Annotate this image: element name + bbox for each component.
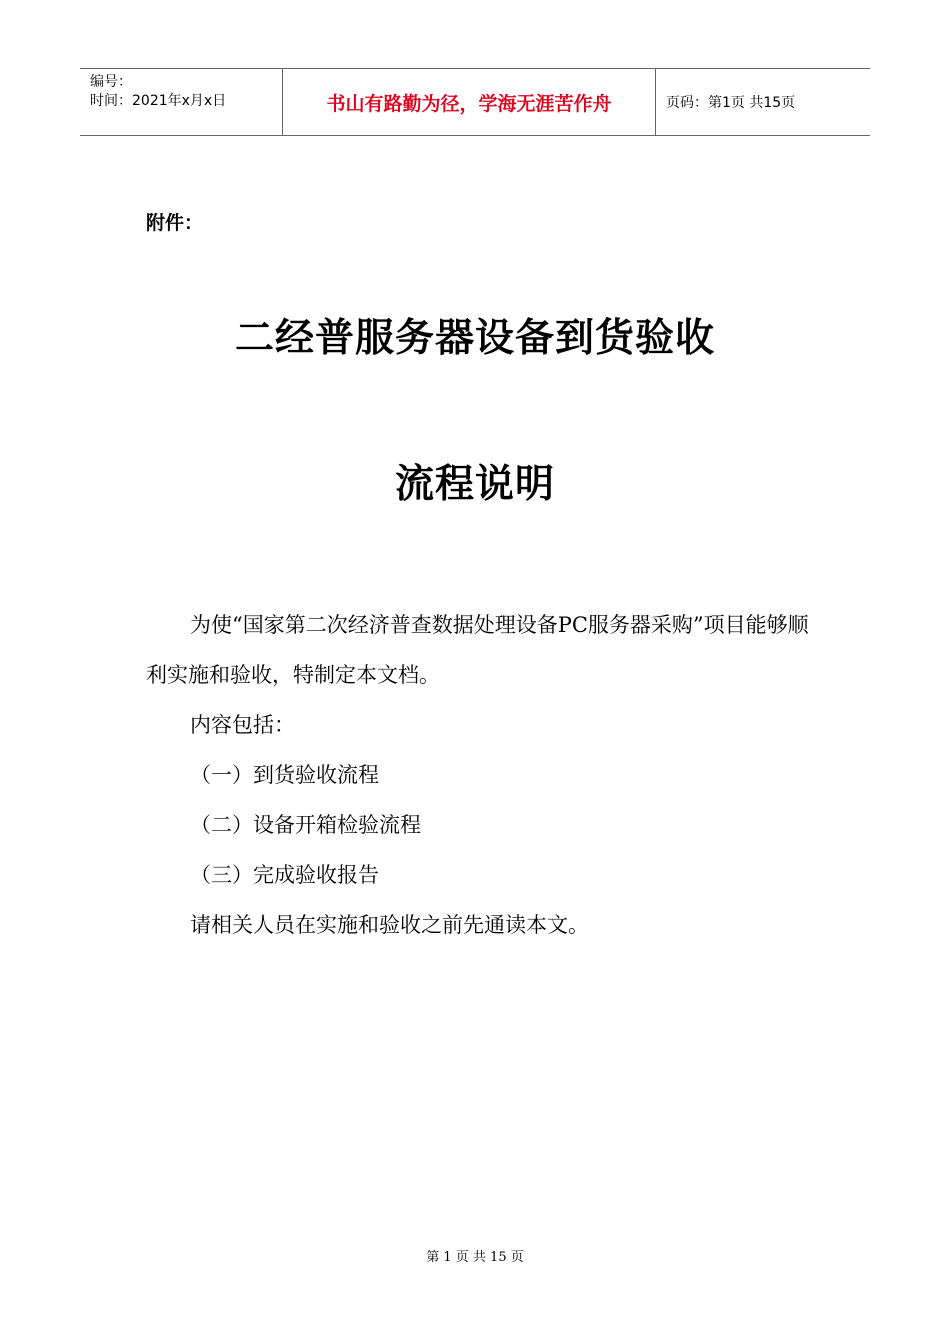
document-body — [146, 600, 816, 950]
contents-item: （三）完成验收报告 — [190, 863, 379, 887]
document-title-line2: 流程说明 — [394, 461, 555, 507]
document-title-line1: 二经普服务器设备到货验收 — [234, 315, 715, 361]
page-footer: 第 1 页 共 15 页 — [426, 1250, 524, 1265]
attachment-label: 附件： — [146, 212, 204, 234]
contents-item: （一）到货验收流程 — [190, 763, 379, 787]
header-meta — [80, 69, 282, 135]
closing-paragraph: 请相关人员在实施和验收之前先通读本文。 — [190, 913, 589, 937]
document-time: 时间：2021年x月x日 — [90, 93, 227, 109]
header-page-info: 页码：第1页 共15页 — [666, 95, 796, 111]
contents-label: 内容包括： — [190, 713, 295, 737]
contents-item: （二）设备开箱检验流程 — [190, 813, 421, 837]
intro-paragraph: 为使“国家第二次经济普查数据处理设备PC服务器采购”项目能够顺利实施和验收，特制定本文档。 — [146, 613, 809, 687]
page-header — [80, 68, 870, 136]
header-motto: 书山有路勤为径，学海无涯苦作舟 — [282, 69, 656, 135]
document-number-label: 编号： — [90, 74, 132, 90]
